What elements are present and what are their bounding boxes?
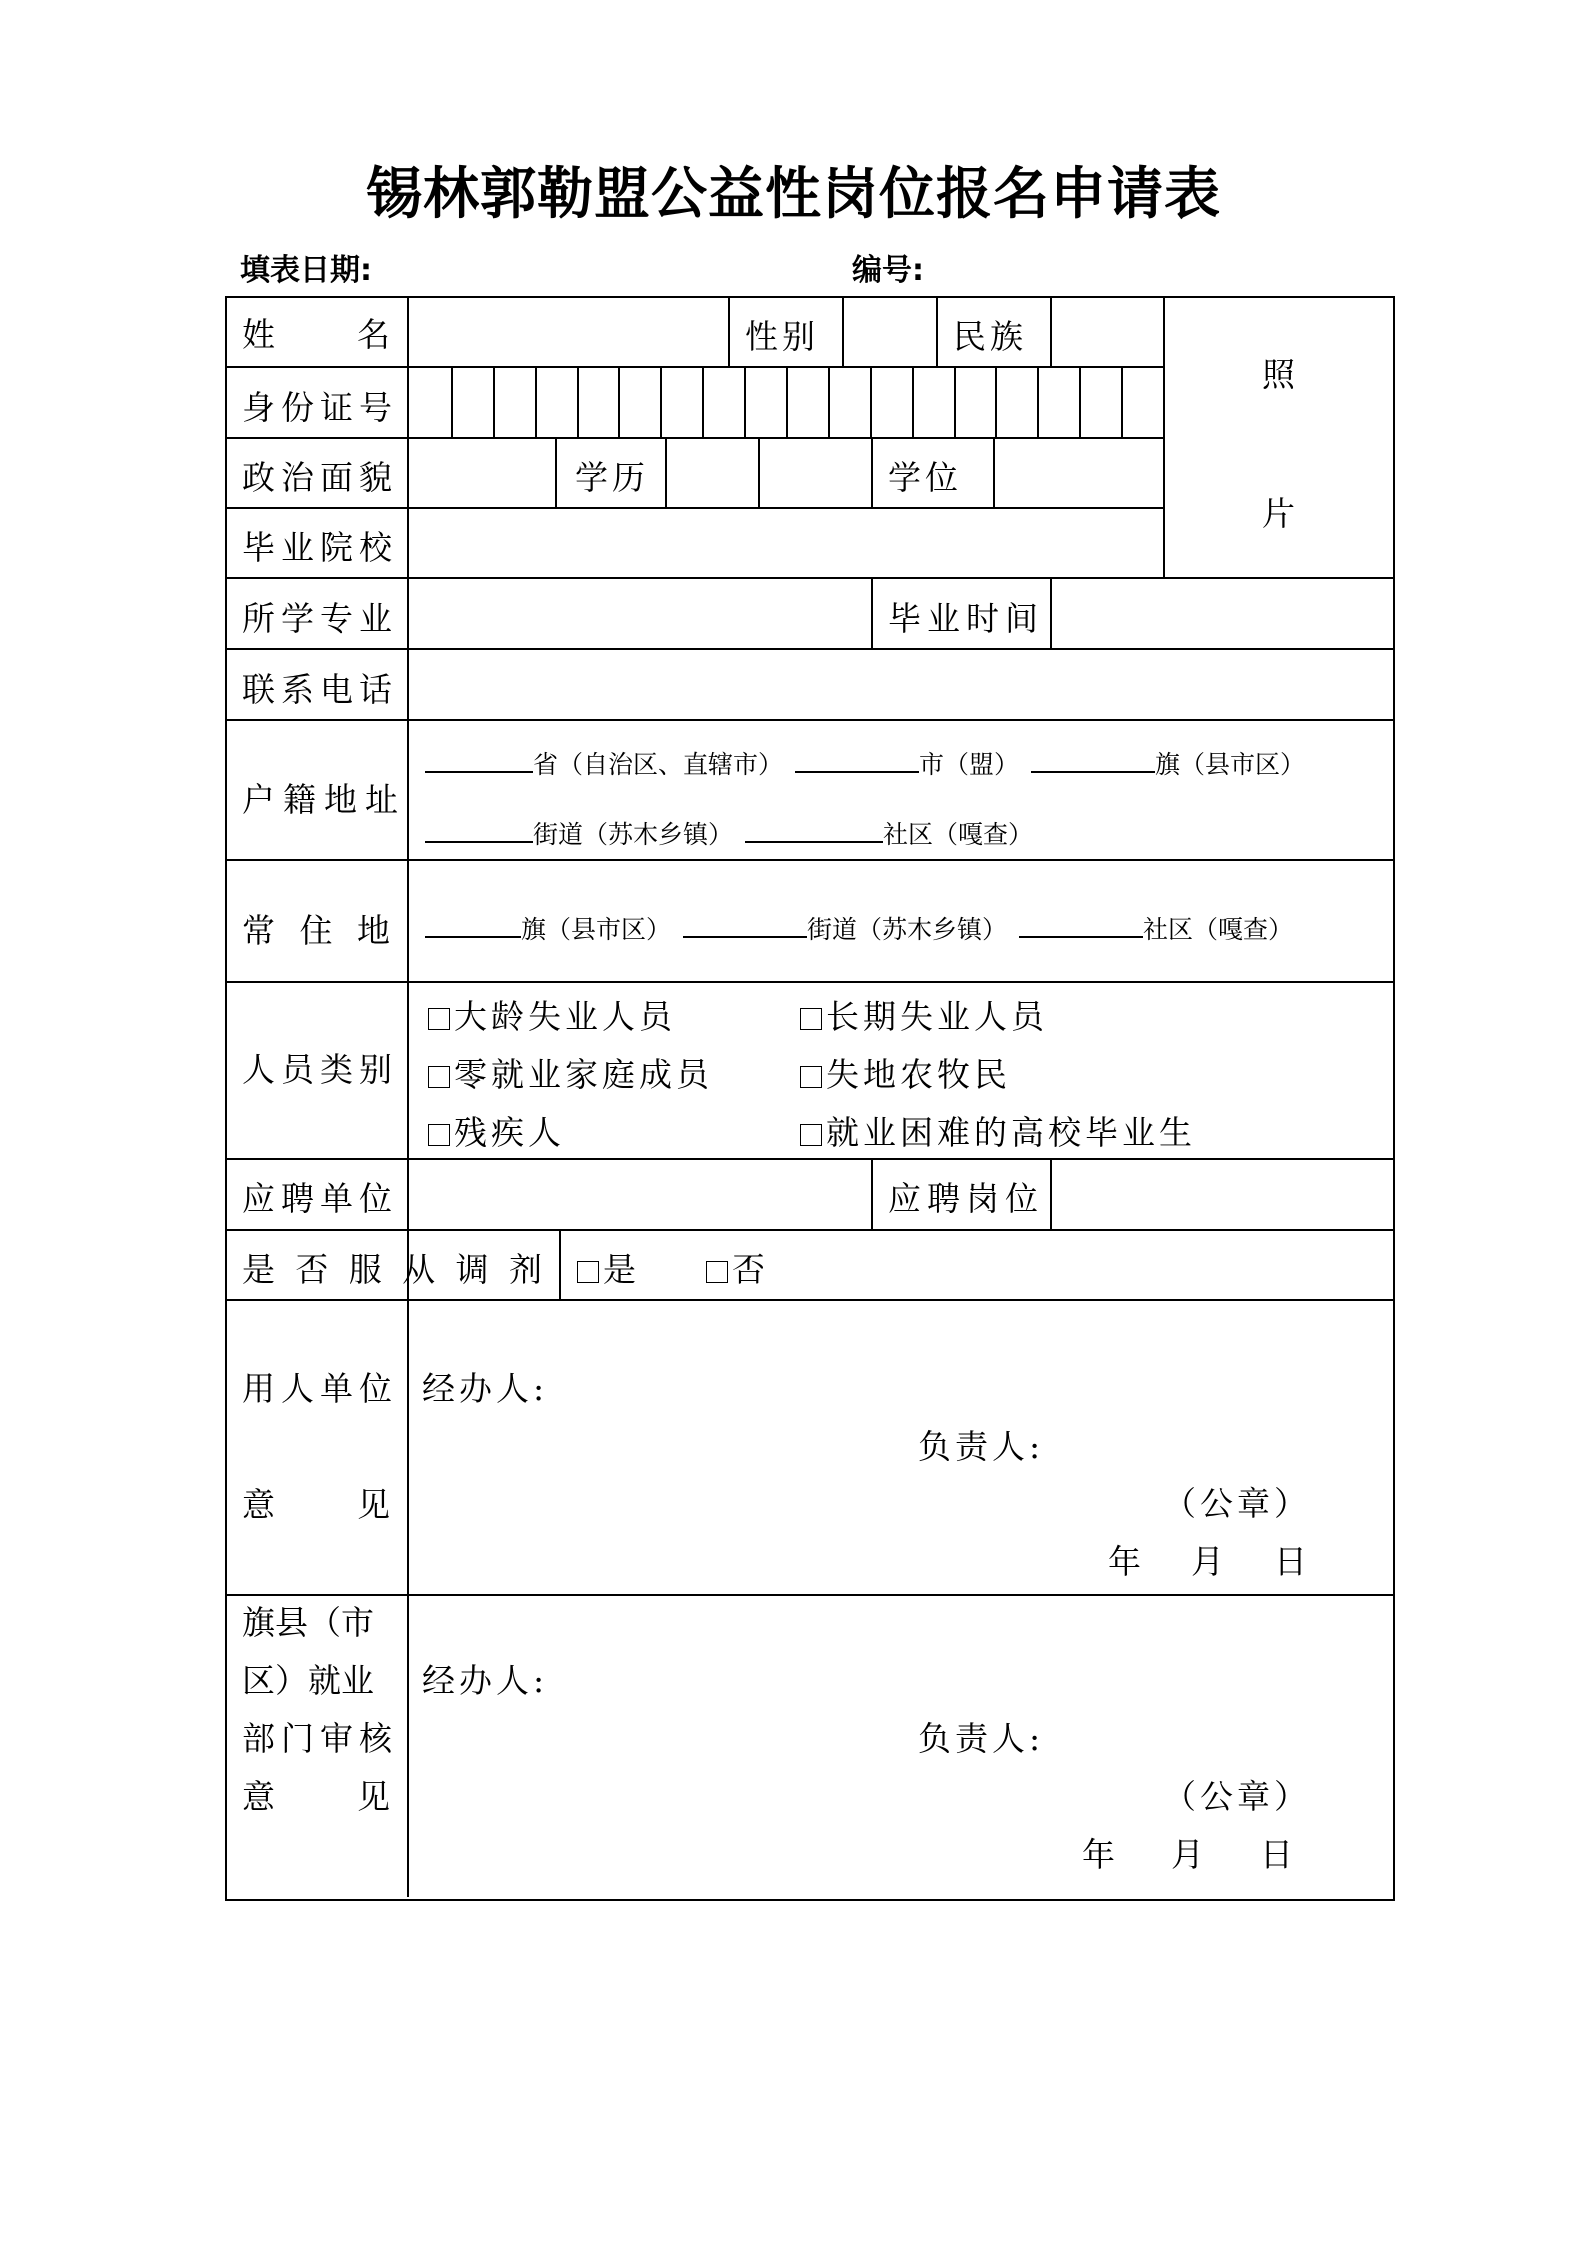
row-divider bbox=[225, 859, 1393, 861]
dept-handler-label: 经办人: bbox=[422, 1661, 549, 1700]
checkbox[interactable] bbox=[428, 1008, 450, 1030]
employer-opinion-label-2 bbox=[242, 1485, 390, 1524]
row-divider bbox=[225, 719, 1393, 721]
id-digit-input[interactable] bbox=[453, 367, 493, 437]
category-option[interactable] bbox=[800, 1113, 1196, 1152]
accept-adjust-label bbox=[242, 1250, 542, 1289]
id-digit-input[interactable] bbox=[1039, 367, 1079, 437]
category-option-label: 零就业家庭成员 bbox=[454, 1055, 713, 1094]
province-blank[interactable] bbox=[425, 770, 533, 773]
cell-divider bbox=[871, 1158, 873, 1230]
gender-label: 性别 bbox=[745, 317, 819, 356]
major-label: 所学专业 bbox=[242, 599, 398, 638]
serial-number-label: 编号: bbox=[852, 253, 924, 288]
category-option-label: 就业困难的高校毕业生 bbox=[826, 1113, 1196, 1152]
cell-divider bbox=[555, 437, 557, 508]
education-input[interactable] bbox=[667, 439, 871, 507]
opinion-char: 意 bbox=[242, 1485, 275, 1524]
graduation-time-label: 毕业时间 bbox=[888, 599, 1044, 638]
cell-divider bbox=[871, 577, 873, 649]
opinion-char: 见 bbox=[357, 1777, 390, 1816]
id-digit-input[interactable] bbox=[1123, 367, 1163, 437]
id-digit-input[interactable] bbox=[746, 367, 786, 437]
checkbox[interactable] bbox=[577, 1261, 599, 1283]
category-option-label: 大龄失业人员 bbox=[454, 997, 676, 1036]
dept-opinion-label-1 bbox=[242, 1603, 390, 1642]
residence-label-char: 常 bbox=[242, 911, 275, 950]
accept-adjust-char: 从 bbox=[402, 1250, 436, 1289]
photo-label-bottom: 片 bbox=[1262, 494, 1295, 533]
city-blank[interactable] bbox=[795, 770, 919, 773]
residence-county-blank[interactable] bbox=[425, 935, 521, 938]
category-option-label: 残疾人 bbox=[454, 1113, 565, 1152]
community-blank[interactable] bbox=[745, 840, 883, 843]
gender-input[interactable] bbox=[844, 298, 936, 366]
employer-seal-label: （公章） bbox=[1163, 1484, 1311, 1523]
id-digit-input[interactable] bbox=[411, 367, 451, 437]
adjust-yes-option[interactable] bbox=[577, 1250, 636, 1289]
id-digit-input[interactable] bbox=[914, 367, 954, 437]
month-label: 月 bbox=[1171, 1835, 1204, 1874]
street-blank[interactable] bbox=[425, 840, 533, 843]
id-digit-input[interactable] bbox=[956, 367, 996, 437]
accept-adjust-char: 剂 bbox=[508, 1250, 542, 1289]
category-option[interactable] bbox=[428, 997, 676, 1036]
residence-community-blank[interactable] bbox=[1019, 935, 1143, 938]
checkbox[interactable] bbox=[800, 1124, 822, 1146]
year-label: 年 bbox=[1108, 1542, 1141, 1581]
day-label: 日 bbox=[1260, 1835, 1293, 1874]
household-address-line2 bbox=[425, 822, 1033, 847]
residence-address bbox=[425, 917, 1293, 942]
id-number-label: 身份证号 bbox=[242, 388, 398, 427]
accept-adjust-char: 服 bbox=[348, 1250, 382, 1289]
applied-unit-input[interactable] bbox=[409, 1160, 871, 1229]
province-suffix: 省（自治区、直辖市） bbox=[533, 750, 784, 779]
ethnicity-label: 民族 bbox=[953, 317, 1027, 356]
political-status-input[interactable] bbox=[409, 439, 555, 507]
cell-divider bbox=[871, 437, 873, 508]
category-label: 人员类别 bbox=[242, 1050, 398, 1089]
employer-responsible-label: 负责人: bbox=[918, 1427, 1045, 1466]
phone-label: 联系电话 bbox=[242, 670, 398, 709]
category-option[interactable] bbox=[800, 997, 1048, 1036]
adjust-column-divider bbox=[559, 1229, 561, 1300]
id-digit-input[interactable] bbox=[495, 367, 535, 437]
id-digit-input[interactable] bbox=[788, 367, 828, 437]
checkbox[interactable] bbox=[800, 1008, 822, 1030]
dept-opinion-label-2: 区）就业 bbox=[242, 1661, 374, 1700]
dept-date bbox=[1082, 1835, 1293, 1874]
phone-input[interactable] bbox=[409, 650, 1391, 719]
employer-date bbox=[1108, 1542, 1307, 1581]
id-digit-input[interactable] bbox=[662, 367, 702, 437]
name-label-char: 名 bbox=[357, 315, 390, 354]
name-label-char: 姓 bbox=[242, 315, 275, 354]
photo-box[interactable] bbox=[1165, 298, 1391, 577]
cell-divider bbox=[936, 296, 938, 367]
category-option[interactable] bbox=[428, 1113, 565, 1152]
school-label: 毕业院校 bbox=[242, 528, 398, 567]
checkbox[interactable] bbox=[428, 1066, 450, 1088]
accept-adjust-char: 调 bbox=[455, 1250, 489, 1289]
major-input[interactable] bbox=[409, 579, 871, 648]
month-label: 月 bbox=[1191, 1542, 1224, 1581]
category-option[interactable] bbox=[428, 1055, 713, 1094]
residence-label-char: 地 bbox=[357, 911, 390, 950]
dept-seal-label: （公章） bbox=[1163, 1777, 1311, 1816]
dept-responsible-label: 负责人: bbox=[918, 1719, 1045, 1758]
employer-opinion-label: 用人单位 bbox=[242, 1369, 398, 1408]
id-digit-input[interactable] bbox=[1081, 367, 1121, 437]
id-digit-input[interactable] bbox=[872, 367, 912, 437]
residence-community-suffix: 社区（嘎查） bbox=[1142, 915, 1293, 944]
name-input[interactable] bbox=[409, 298, 727, 366]
adjust-yes-label: 是 bbox=[603, 1250, 636, 1289]
education-label: 学历 bbox=[575, 458, 649, 497]
dept-opinion-label-4 bbox=[242, 1777, 390, 1816]
fill-date-label: 填表日期: bbox=[240, 253, 372, 288]
day-label: 日 bbox=[1274, 1542, 1307, 1581]
accept-adjust-char: 否 bbox=[295, 1250, 329, 1289]
category-option[interactable] bbox=[800, 1055, 1011, 1094]
checkbox[interactable] bbox=[428, 1124, 450, 1146]
applied-post-input[interactable] bbox=[1052, 1160, 1391, 1229]
id-digit-input[interactable] bbox=[579, 367, 619, 437]
graduation-time-input[interactable] bbox=[1052, 579, 1391, 648]
opinion-char: 见 bbox=[357, 1485, 390, 1524]
adjust-no-label: 否 bbox=[732, 1250, 765, 1289]
id-digit-input[interactable] bbox=[537, 367, 577, 437]
political-status-label: 政治面貌 bbox=[242, 458, 398, 497]
id-digit-input[interactable] bbox=[620, 367, 660, 437]
dept-opinion-line: 旗县（市 bbox=[242, 1603, 374, 1642]
row-divider bbox=[225, 1229, 1393, 1231]
applied-unit-label: 应聘单位 bbox=[242, 1179, 398, 1218]
household-address-line1 bbox=[425, 752, 1305, 777]
form-title: 锡林郭勒盟公益性岗位报名申请表 bbox=[366, 161, 1221, 227]
opinion-char: 意 bbox=[242, 1777, 275, 1816]
category-option-label: 长期失业人员 bbox=[826, 997, 1048, 1036]
county-blank[interactable] bbox=[1031, 770, 1155, 773]
applied-post-label: 应聘岗位 bbox=[888, 1179, 1044, 1218]
residence-street-blank[interactable] bbox=[683, 935, 807, 938]
id-digit-input[interactable] bbox=[997, 367, 1037, 437]
degree-input[interactable] bbox=[995, 439, 1163, 507]
checkbox[interactable] bbox=[706, 1261, 728, 1283]
employer-handler-label: 经办人: bbox=[422, 1369, 549, 1408]
category-option-label: 失地农牧民 bbox=[826, 1055, 1011, 1094]
residence-label bbox=[242, 911, 390, 950]
checkbox[interactable] bbox=[800, 1066, 822, 1088]
city-suffix: 市（盟） bbox=[918, 750, 1019, 779]
id-digit-input[interactable] bbox=[704, 367, 744, 437]
year-label: 年 bbox=[1082, 1835, 1115, 1874]
name-label bbox=[242, 315, 390, 354]
degree-label: 学位 bbox=[888, 458, 962, 497]
dept-opinion-label-3: 部门审核 bbox=[242, 1719, 398, 1758]
accept-adjust-char: 是 bbox=[242, 1250, 275, 1289]
photo-label-top: 照 bbox=[1262, 355, 1295, 394]
county-suffix: 旗（县市区） bbox=[1154, 750, 1305, 779]
ethnicity-input[interactable] bbox=[1052, 298, 1163, 366]
school-input[interactable] bbox=[409, 509, 1163, 577]
residence-label-char: 住 bbox=[299, 911, 333, 950]
street-suffix: 街道（苏木乡镇） bbox=[533, 820, 734, 849]
household-address-label: 户籍地址 bbox=[242, 780, 406, 819]
residence-county-suffix: 旗（县市区） bbox=[521, 915, 672, 944]
residence-street-suffix: 街道（苏木乡镇） bbox=[806, 915, 1007, 944]
cell-divider bbox=[728, 296, 730, 367]
row-divider bbox=[225, 981, 1393, 983]
community-suffix: 社区（嘎查） bbox=[882, 820, 1033, 849]
adjust-no-option[interactable] bbox=[706, 1250, 765, 1289]
id-digit-input[interactable] bbox=[830, 367, 870, 437]
